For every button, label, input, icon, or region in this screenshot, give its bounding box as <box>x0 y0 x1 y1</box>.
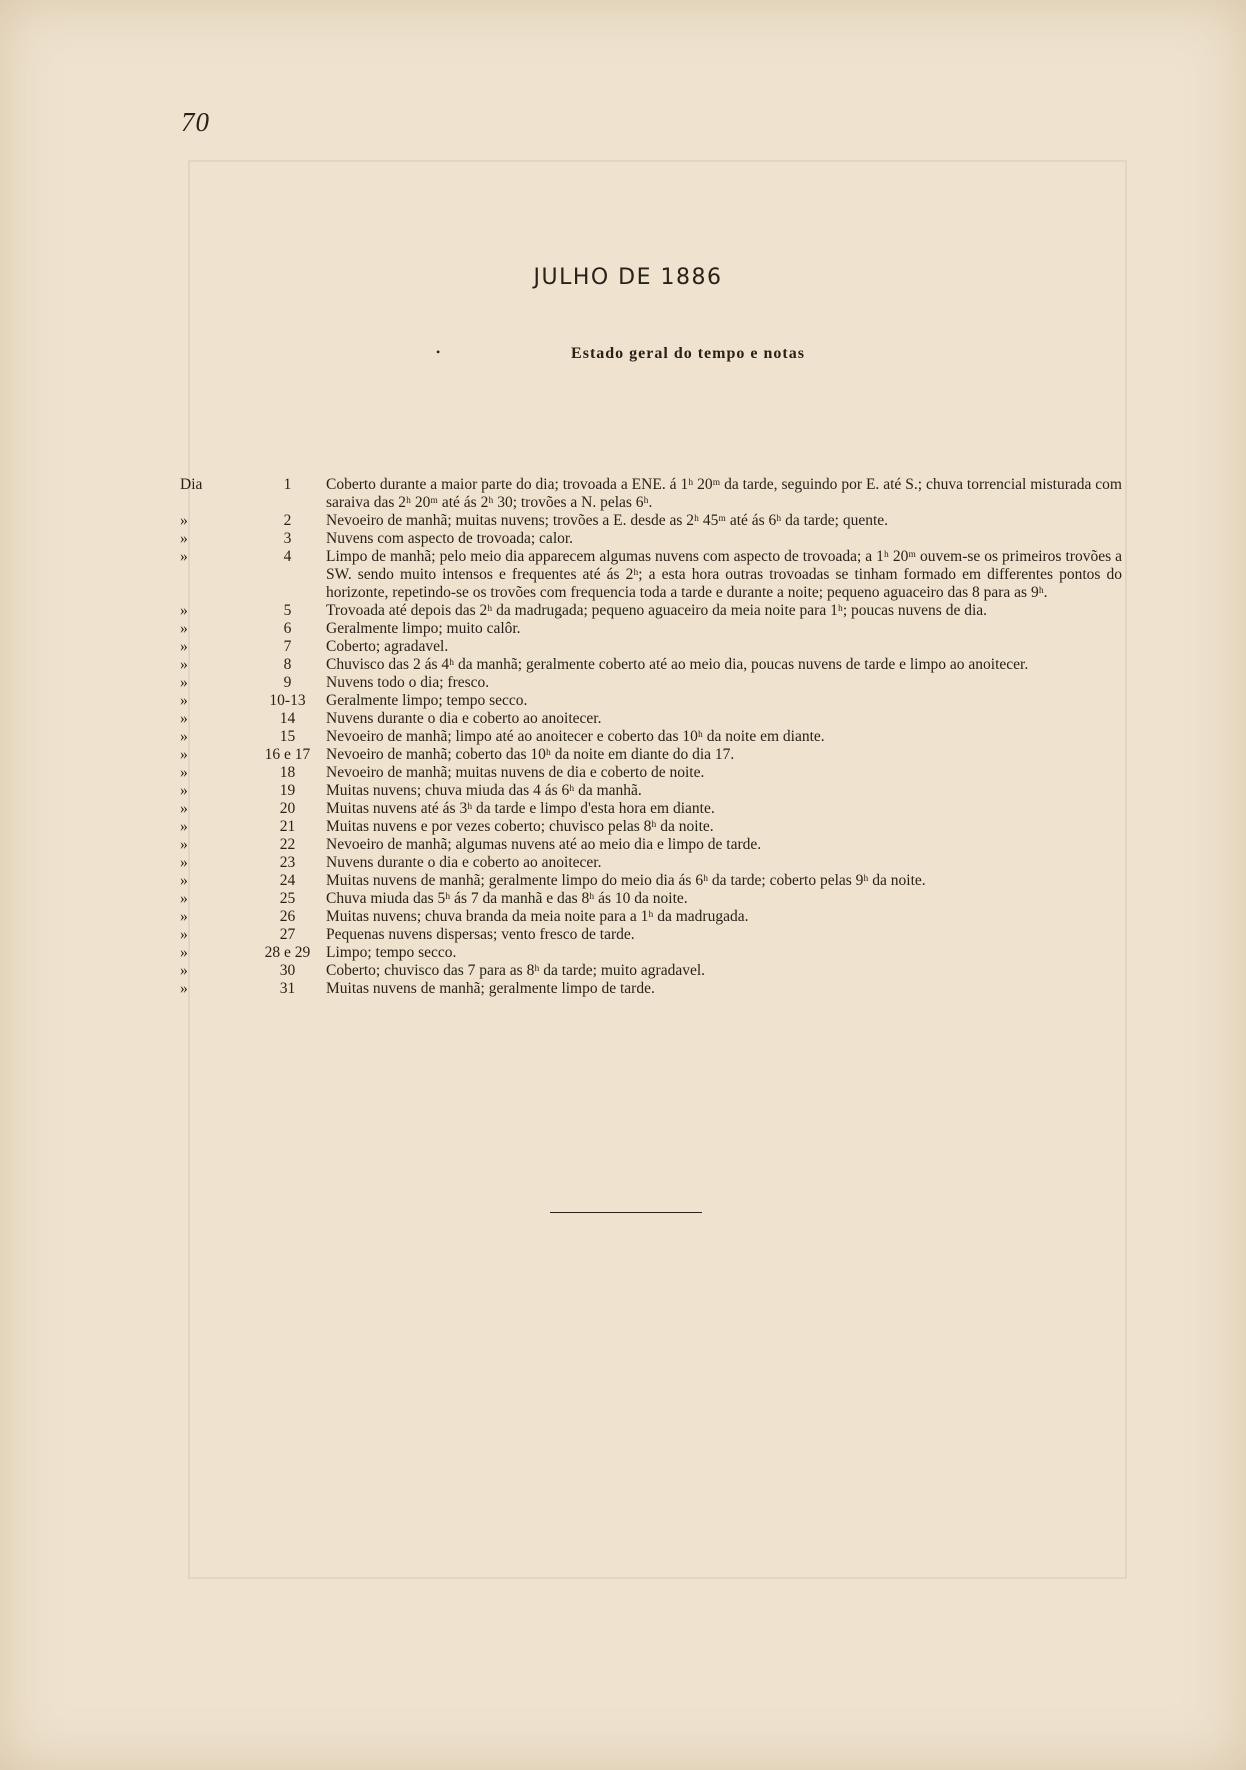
entry-note: Nevoeiro de manhã; algumas nuvens até ao meio dia e limpo de tarde. <box>326 836 762 853</box>
entry-note: Muitas nuvens até ás 3ʰ da tarde e limpo d'esta hora em diante. <box>326 800 715 817</box>
entry-label: » <box>180 926 188 943</box>
list-item <box>180 872 1122 890</box>
entry-note: Pequenas nuvens dispersas; vento fresco de tarde. <box>326 926 635 943</box>
list-item <box>180 980 1122 998</box>
list-item <box>180 656 1122 674</box>
entry-note: Nuvens todo o dia; fresco. <box>326 674 490 691</box>
entry-day: 3 <box>283 530 292 547</box>
entry-label: » <box>180 962 188 979</box>
list-item <box>180 476 1122 512</box>
entry-note: Chuvisco das 2 ás 4ʰ da manhã; geralmente coberto até ao meio dia, poucas nuvens de tarde e limpo ao anoitecer. <box>326 656 1029 673</box>
entry-label: » <box>180 818 188 835</box>
list-item <box>180 908 1122 926</box>
entry-day: 15 <box>279 728 296 745</box>
list-item <box>180 530 1122 548</box>
entry-label: » <box>180 638 188 655</box>
entry-label: » <box>180 548 188 565</box>
entry-day: 28 e 29 <box>264 944 311 961</box>
entry-label: » <box>180 656 188 673</box>
entry-note: Muitas nuvens; chuva branda da meia noite para a 1ʰ da madrugada. <box>326 908 749 925</box>
entry-note: Nuvens com aspecto de trovoada; calor. <box>326 530 574 547</box>
entry-day: 14 <box>279 710 296 727</box>
weather-notes-list <box>180 476 1122 998</box>
entry-day: 2 <box>283 512 292 529</box>
list-item <box>180 728 1122 746</box>
entry-note: Limpo; tempo secco. <box>326 944 457 961</box>
entry-label: » <box>180 746 188 763</box>
entry-note: Muitas nuvens de manhã; geralmente limpo do meio dia ás 6ʰ da tarde; coberto pelas 9ʰ da noite. <box>326 872 926 889</box>
entry-note: Nuvens durante o dia e coberto ao anoitecer. <box>326 710 602 727</box>
entry-label: » <box>180 512 188 529</box>
entry-day: 22 <box>279 836 296 853</box>
entry-label: » <box>180 728 188 745</box>
entry-label: » <box>180 782 188 799</box>
list-item <box>180 638 1122 656</box>
list-item <box>180 602 1122 620</box>
list-item <box>180 782 1122 800</box>
closing-rule <box>550 1212 702 1213</box>
entry-note: Coberto; agradavel. <box>326 638 449 655</box>
entry-day: 18 <box>279 764 296 781</box>
bullet-mark: • <box>436 345 441 359</box>
entry-note: Trovoada até depois das 2ʰ da madrugada; pequeno aguaceiro da meia noite para 1ʰ; poucas nuvens de dia. <box>326 602 988 619</box>
list-item <box>180 746 1122 764</box>
list-item <box>180 692 1122 710</box>
entry-day: 6 <box>283 620 292 637</box>
list-item <box>180 620 1122 638</box>
entry-note: Nevoeiro de manhã; muitas nuvens de dia e coberto de noite. <box>326 764 705 781</box>
entry-note: Geralmente limpo; muito calôr. <box>326 620 521 637</box>
entry-label: » <box>180 836 188 853</box>
list-item <box>180 818 1122 836</box>
entry-day: 24 <box>279 872 296 889</box>
entry-label: » <box>180 710 188 727</box>
entry-day: 1 <box>283 476 292 493</box>
page-title: JULHO DE 1886 <box>533 265 723 290</box>
list-item <box>180 674 1122 692</box>
entry-label: » <box>180 602 188 619</box>
list-item <box>180 854 1122 872</box>
entry-note: Muitas nuvens; chuva miuda das 4 ás 6ʰ da manhã. <box>326 782 642 799</box>
list-item <box>180 890 1122 908</box>
entry-day: 7 <box>283 638 292 655</box>
entry-note: Geralmente limpo; tempo secco. <box>326 692 528 709</box>
entry-day: 23 <box>279 854 296 871</box>
entry-note: Coberto durante a maior parte do dia; trovoada a ENE. á 1ʰ 20ᵐ da tarde, seguindo por E. até S.; chuva torrencial misturada com saraiva das 2ʰ 20ᵐ até ás 2ʰ 30; trovões a N. pelas 6ʰ. <box>326 476 1122 511</box>
list-item <box>180 926 1122 944</box>
entry-label: » <box>180 530 188 547</box>
entry-label: » <box>180 872 188 889</box>
entry-day: 27 <box>279 926 296 943</box>
entry-day: 10-13 <box>269 692 306 709</box>
entry-note: Muitas nuvens e por vezes coberto; chuvisco pelas 8ʰ da noite. <box>326 818 714 835</box>
list-item <box>180 512 1122 530</box>
entry-label: » <box>180 908 188 925</box>
entry-day: 16 e 17 <box>264 746 311 763</box>
entry-label: » <box>180 620 188 637</box>
entry-note: Limpo de manhã; pelo meio dia apparecem algumas nuvens com aspecto de trovoada; a 1ʰ 20ᵐ ouvem-se os primeiros trovões a SW. sendo muito intensos e frequentes até ás 2ʰ; a esta hora outras trovoadas se tinham formado em differentes pontos do horizonte, repetindo-se os trovões com frequencia toda a tarde e durante a noite; pequeno aguaceiro das 8 para as 9ʰ. <box>326 548 1122 601</box>
entry-note: Chuva miuda das 5ʰ ás 7 da manhã e das 8ʰ ás 10 da noite. <box>326 890 688 907</box>
entry-note: Nevoeiro de manhã; limpo até ao anoitecer e coberto das 10ʰ da noite em diante. <box>326 728 825 745</box>
entry-label: » <box>180 674 188 691</box>
entry-day: 4 <box>283 548 292 565</box>
section-subtitle: Estado geral do tempo e notas <box>571 345 805 362</box>
entry-day: 19 <box>279 782 296 799</box>
list-item <box>180 710 1122 728</box>
list-item <box>180 944 1122 962</box>
entry-note: Nuvens durante o dia e coberto ao anoitecer. <box>326 854 602 871</box>
entry-day: 26 <box>279 908 296 925</box>
entry-label: » <box>180 764 188 781</box>
entry-day: 21 <box>279 818 296 835</box>
entry-day: 31 <box>279 980 296 997</box>
list-item <box>180 962 1122 980</box>
entry-note: Muitas nuvens de manhã; geralmente limpo de tarde. <box>326 980 655 997</box>
entry-label: » <box>180 980 188 997</box>
entry-day: 25 <box>279 890 296 907</box>
entry-label: » <box>180 692 188 709</box>
entry-day: 8 <box>283 656 292 673</box>
list-item <box>180 836 1122 854</box>
list-item <box>180 764 1122 782</box>
entry-day: 20 <box>279 800 296 817</box>
list-item <box>180 548 1122 602</box>
entry-note: Nevoeiro de manhã; coberto das 10ʰ da noite em diante do dia 17. <box>326 746 735 763</box>
entry-label: Dia <box>180 476 203 493</box>
entry-label: » <box>180 944 188 961</box>
entry-day: 5 <box>283 602 292 619</box>
entry-label: » <box>180 800 188 817</box>
entry-label: » <box>180 890 188 907</box>
page-number: 70 <box>181 107 210 137</box>
entry-note: Nevoeiro de manhã; muitas nuvens; trovões a E. desde as 2ʰ 45ᵐ até ás 6ʰ da tarde; quente. <box>326 512 889 529</box>
entry-day: 9 <box>283 674 292 691</box>
entry-day: 30 <box>279 962 296 979</box>
entry-label: » <box>180 854 188 871</box>
list-item <box>180 800 1122 818</box>
entry-note: Coberto; chuvisco das 7 para as 8ʰ da tarde; muito agradavel. <box>326 962 706 979</box>
